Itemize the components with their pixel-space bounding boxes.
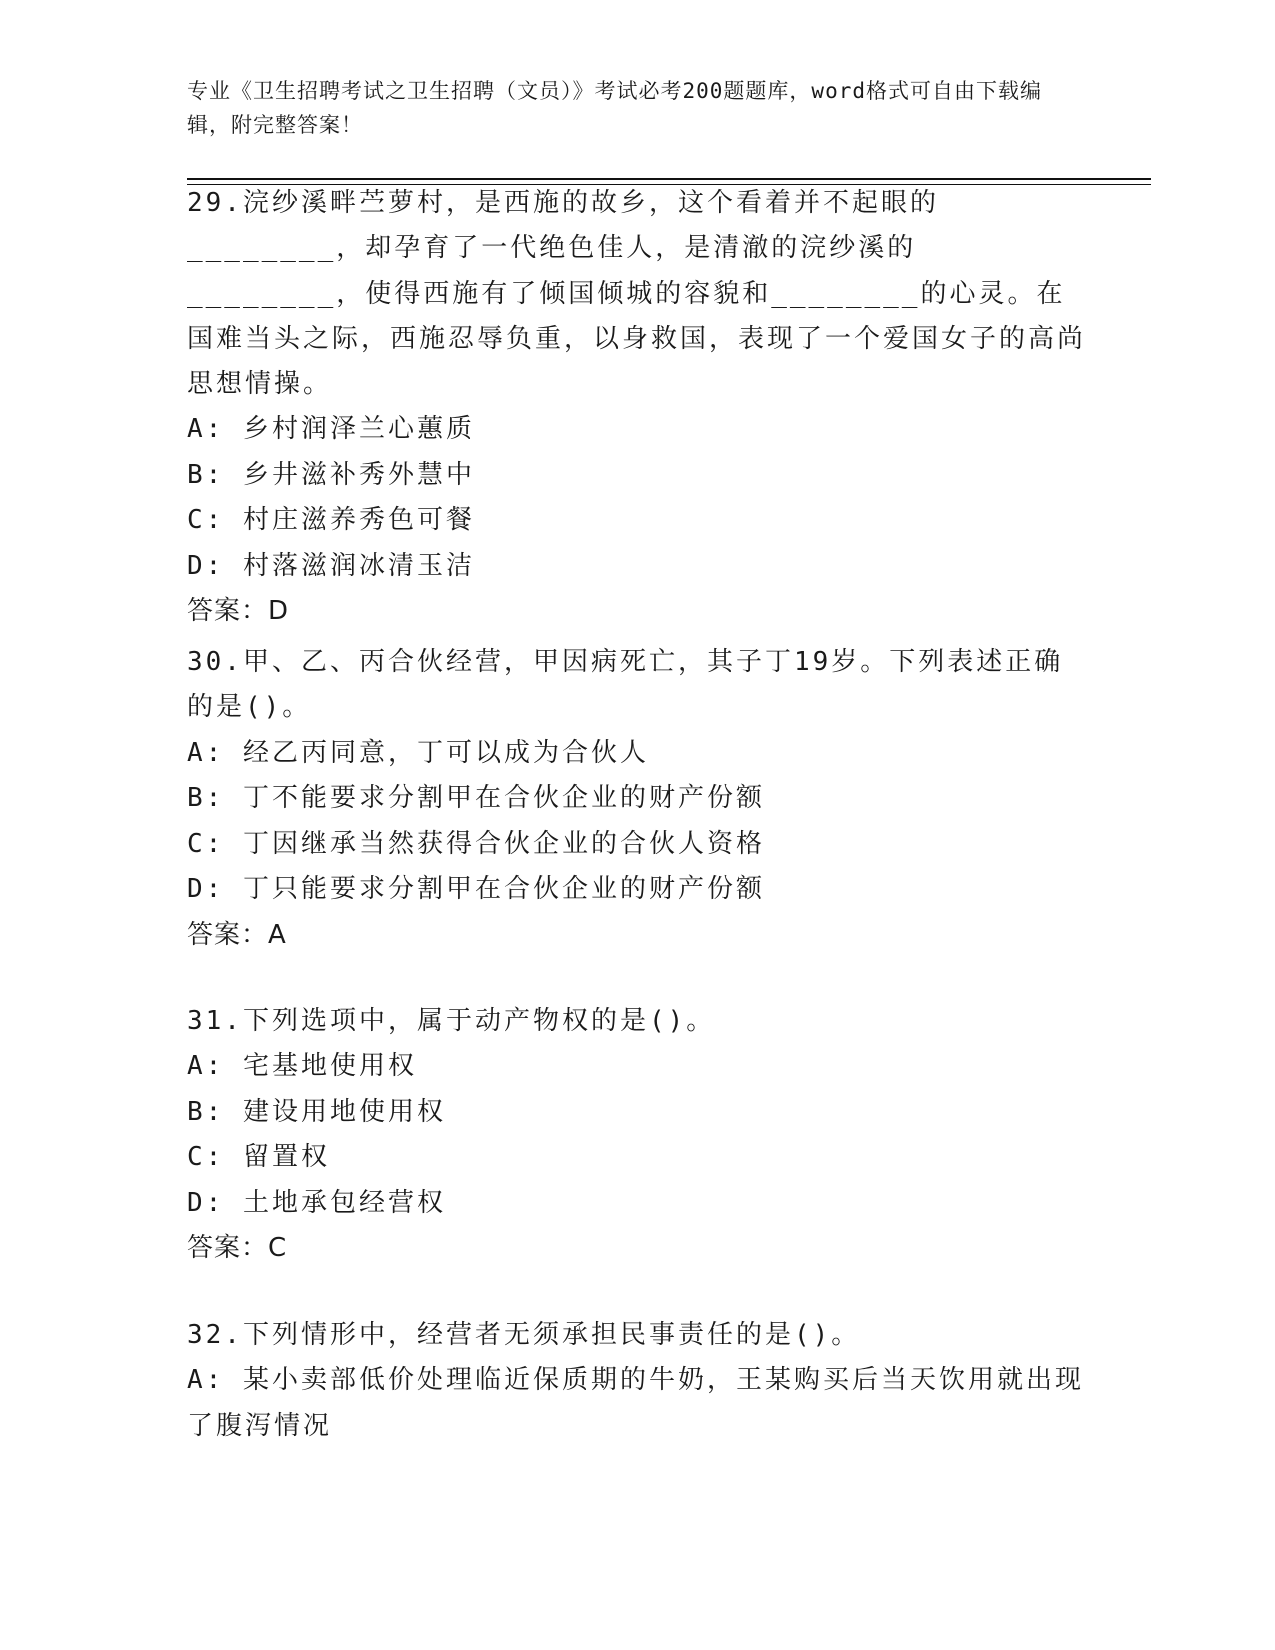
option-a: A: 乡村润泽兰心蕙质 bbox=[187, 414, 475, 445]
option-d: D: 土地承包经营权 bbox=[187, 1187, 446, 1218]
document-header: 专业《卫生招聘考试之卫生招聘（文员）》考试必考200题题库，word格式可自由下载编辑，附完整答案！ bbox=[187, 79, 1042, 137]
answer: 答案：A bbox=[187, 919, 287, 950]
question-stem: 32.下列情形中，经营者无须承担民事责任的是()。 bbox=[187, 1320, 861, 1350]
option-c: C: 村庄滋养秀色可餐 bbox=[187, 505, 475, 536]
option-b: B: 乡井滋补秀外慧中 bbox=[187, 459, 475, 490]
answer: 答案：C bbox=[187, 1233, 288, 1264]
header-divider bbox=[187, 178, 1151, 180]
option-c: C: 丁因继承当然获得合伙企业的合伙人资格 bbox=[187, 828, 765, 859]
question-32 bbox=[187, 1313, 1087, 1449]
option-d: D: 村落滋润冰清玉洁 bbox=[187, 550, 475, 581]
question-30 bbox=[187, 640, 1087, 958]
option-a: A: 某小卖部低价处理临近保质期的牛奶，王某购买后当天饮用就出现了腹泻情况 bbox=[187, 1365, 1084, 1441]
option-d: D: 丁只能要求分割甲在合伙企业的财产份额 bbox=[187, 874, 765, 905]
option-b: B: 建设用地使用权 bbox=[187, 1096, 446, 1127]
answer: 答案：D bbox=[187, 596, 290, 627]
option-c: C: 留置权 bbox=[187, 1142, 330, 1173]
option-b: B: 丁不能要求分割甲在合伙企业的财产份额 bbox=[187, 783, 765, 814]
question-stem: 30.甲、乙、丙合伙经营，甲因病死亡，其子丁19岁。下列表述正确的是()。 bbox=[187, 647, 1064, 723]
option-a: A: 宅基地使用权 bbox=[187, 1051, 417, 1082]
question-29 bbox=[187, 181, 1087, 634]
option-a: A: 经乙丙同意，丁可以成为合伙人 bbox=[187, 737, 649, 768]
question-31 bbox=[187, 999, 1087, 1271]
question-stem: 31.下列选项中，属于动产物权的是()。 bbox=[187, 1006, 716, 1036]
question-stem: 29.浣纱溪畔苎萝村，是西施的故乡，这个看着并不起眼的________，却孕育了一代绝色佳人，是清澈的浣纱溪的________，使得西施有了倾国倾城的容貌和________的心灵。在国难当头之际，西施忍辱负重，以身救国，表现了一个爱国女子的高尚思想情操。 bbox=[187, 188, 1087, 400]
